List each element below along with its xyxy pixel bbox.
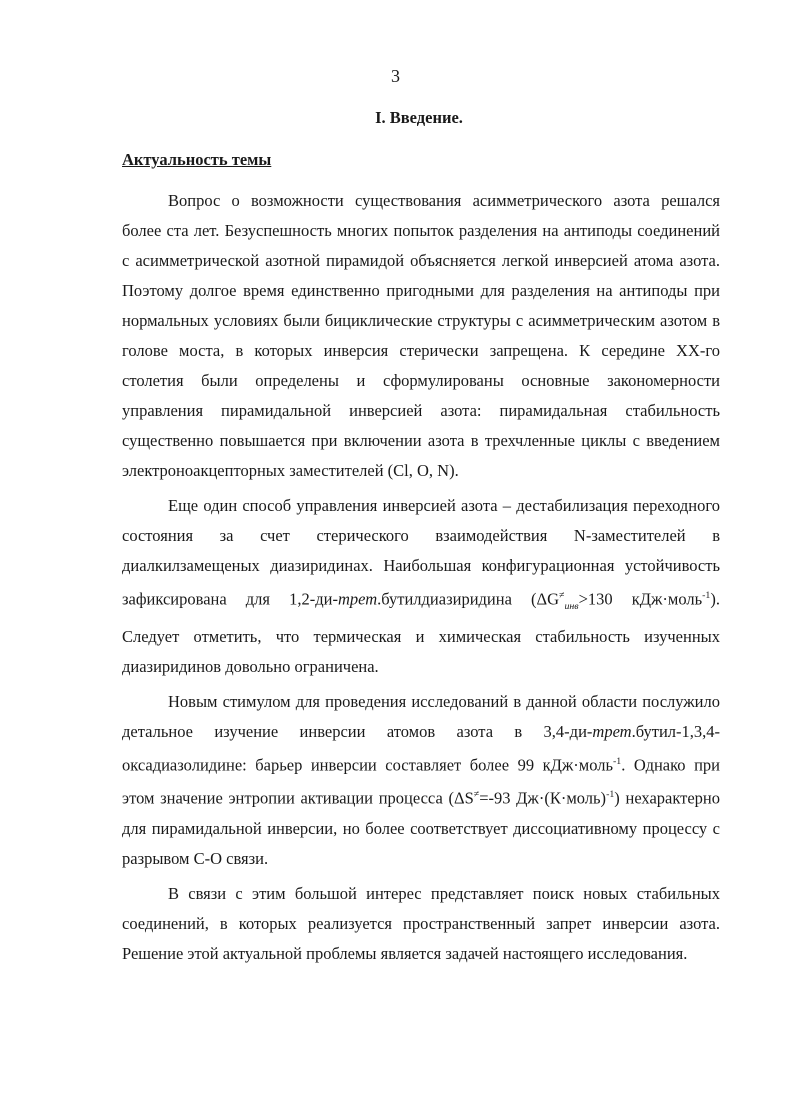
paragraph-3 [122,687,720,874]
p2-text-c: >130 кДж·моль [578,589,703,609]
p2-italic-tret: трет [337,589,378,609]
p2-sup-neq: ≠ [559,590,565,601]
p3-text-e: ) нехарактерно для пирамидальной инверсии, но более соответствует диссоциативному процессу с разрывом С-О связи. [122,788,721,868]
page-number: 3 [391,66,400,86]
chapter-title: I. Введение. [375,108,463,127]
p3-text-a: Новым стимулом для проведения исследований в данной области послужило детальное изучение инверсии атомов азота в 3,4-ди- [122,691,720,741]
paragraph-4: В связи с этим большой интерес представляет поиск новых стабильных соединений, в которых реализуется пространственный запрет инверсии азота. Решение этой актуальной проблемы является задачей настоящего исследования. [122,883,720,963]
p2-sub-inv: инв [564,600,579,612]
p2-sup-minus1: -1 [702,590,711,601]
p3-sup-minus1-b: -1 [606,789,615,801]
p2-text-a: Еще один способ управления инверсией азота – дестабилизация переходного состояния за счет стерического взаимодействия N-заместителей в диалкилзамещеных диазиридинах. Наибольшая конфигурационная устойчивость зафиксирована для 1,2-ди- [122,496,720,609]
section-title: Актуальность темы [122,150,272,169]
p3-italic-tret: трет [592,721,632,741]
paragraph-2 [122,491,720,682]
p3-text-c: . Однако при этом значение энтропии активации процесса (ΔS [122,755,720,808]
p3-sup-neq: ≠ [473,789,480,801]
p3-text-b: .бутил-1,3,4-оксадиазолидине: барьер инверсии составляет более 99 кДж·моль [122,721,720,775]
p2-text-b: .бутилдиазиридина (ΔG [377,589,560,609]
p3-sup-minus1: -1 [613,755,622,767]
p2-text-d: ). Следует отметить, что термическая и химическая стабильность изученных диазиридинов довольно ограничена. [122,589,720,676]
paragraph-1: Вопрос о возможности существования асимметрического азота решался более ста лет. Безуспешность многих попыток разделения на антиподы соединений с асимметрической азотной пирамидой объясняется легкой инверсией атома азота. Поэтому долгое время единственно пригодными для разделения на антиподы при нормальных условиях были бициклические структуры с асимметрическим азотом в голове моста, в которых инверсия стерически запрещена. К середине XX-го столетия были определены и сформулированы основные закономерности управления пирамидальной инверсией азота: пирамидальная стабильность существенно повышается при включении азота в трехчленные циклы с введением электроноакцепторных заместителей (Cl, O, N). [122,191,720,480]
body-text [122,186,720,974]
p3-text-d: =-93 Дж·(К·моль) [479,788,607,808]
